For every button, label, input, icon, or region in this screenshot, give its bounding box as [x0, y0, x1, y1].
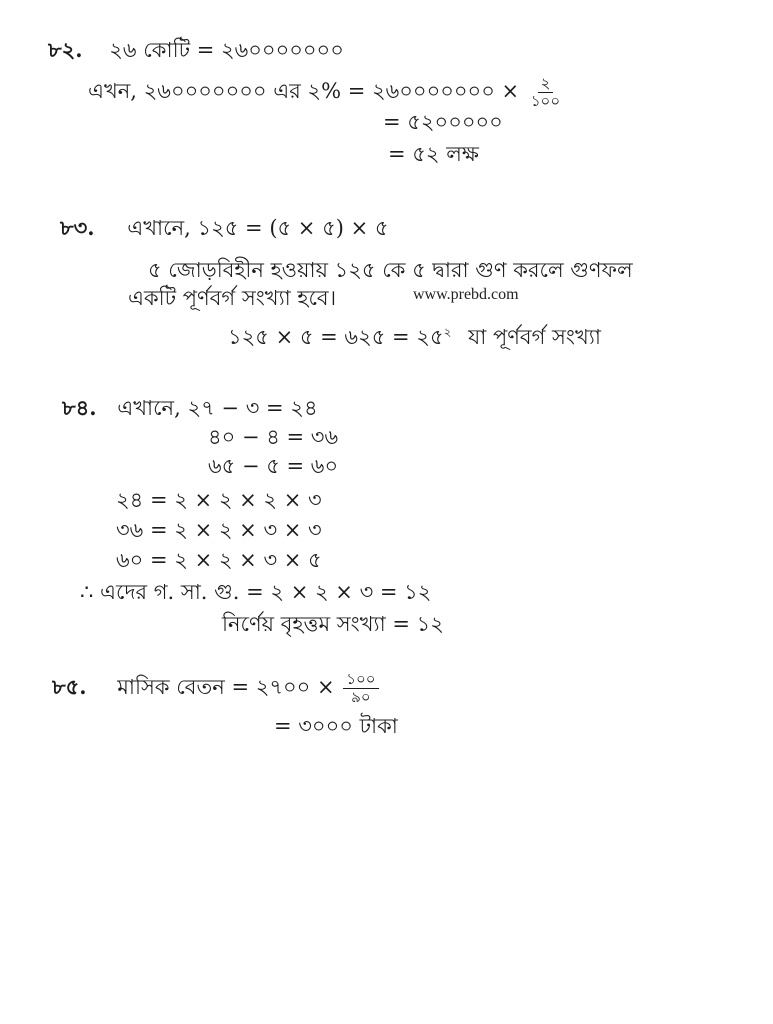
website-watermark: www.prebd.com	[413, 286, 519, 303]
q82-line3: = ৫২০০০০০	[383, 110, 503, 134]
q83-line3	[128, 284, 336, 312]
q84-number: ৮৪.	[62, 395, 97, 420]
q84-line7: ∴ এদের গ. সা. গু. = ২ × ২ × ৩ = ১২	[80, 580, 432, 604]
q84-line2: ৪০ − ৪ = ৩৬	[208, 425, 339, 449]
q83-power: ২	[443, 325, 452, 339]
q82-fraction	[528, 76, 563, 109]
q85-fraction-denominator: ৯০	[351, 688, 371, 706]
q85-fraction-numerator: ১০০	[343, 672, 378, 689]
q85-line1	[52, 672, 379, 705]
q85-number: ৮৫.	[52, 674, 87, 699]
q82-fraction-denominator: ১০০	[530, 92, 561, 110]
q85-line2: = ৩০০০ টাকা	[274, 714, 398, 738]
q85-eq1: মাসিক বেতন = ২৭০০ ×	[117, 675, 335, 699]
q82-line1	[48, 36, 344, 64]
q84-line8: নির্ণেয় বৃহত্তম সংখ্যা = ১২	[222, 612, 444, 636]
q82-fraction-numerator: ২	[538, 76, 554, 93]
q84-line3: ৬৫ − ৫ = ৬০	[208, 454, 339, 478]
q82-line4: = ৫২ লক্ষ	[388, 142, 479, 166]
q82-line2	[88, 76, 563, 109]
q83-line2: ৫ জোড়বিহীন হওয়ায় ১২৫ কে ৫ দ্বারা গুণ করলে গুণফল	[148, 258, 633, 282]
q82-eq2: এখন, ২৬০০০০০০০ এর ২% = ২৬০০০০০০০ ×	[88, 79, 520, 103]
q84-line1	[62, 394, 318, 422]
q82-eq1: ২৬ কোটি = ২৬০০০০০০০	[109, 38, 344, 62]
q83-eq3: একটি পূর্ণবর্গ সংখ্যা হবে।	[128, 286, 337, 310]
q85-fraction	[343, 672, 378, 705]
q84-line5: ৩৬ = ২ × ২ × ৩ × ৩	[116, 518, 322, 542]
q83-eq4: ১২৫ × ৫ = ৬২৫ = ২৫	[228, 325, 444, 349]
q83-conclusion: যা পূর্ণবর্গ সংখ্যা	[468, 325, 601, 349]
q83-line1	[60, 214, 388, 242]
q84-eq1: এখানে, ২৭ − ৩ = ২৪	[117, 396, 318, 420]
q83-number: ৮৩.	[60, 215, 95, 240]
q82-number: ৮২.	[48, 37, 83, 62]
q84-line4: ২৪ = ২ × ২ × ২ × ৩	[116, 488, 322, 512]
q83-eq1: এখানে, ১২৫ = (৫ × ৫) × ৫	[127, 216, 389, 240]
q83-line4	[228, 318, 601, 351]
q84-line6: ৬০ = ২ × ২ × ৩ × ৫	[116, 548, 322, 572]
